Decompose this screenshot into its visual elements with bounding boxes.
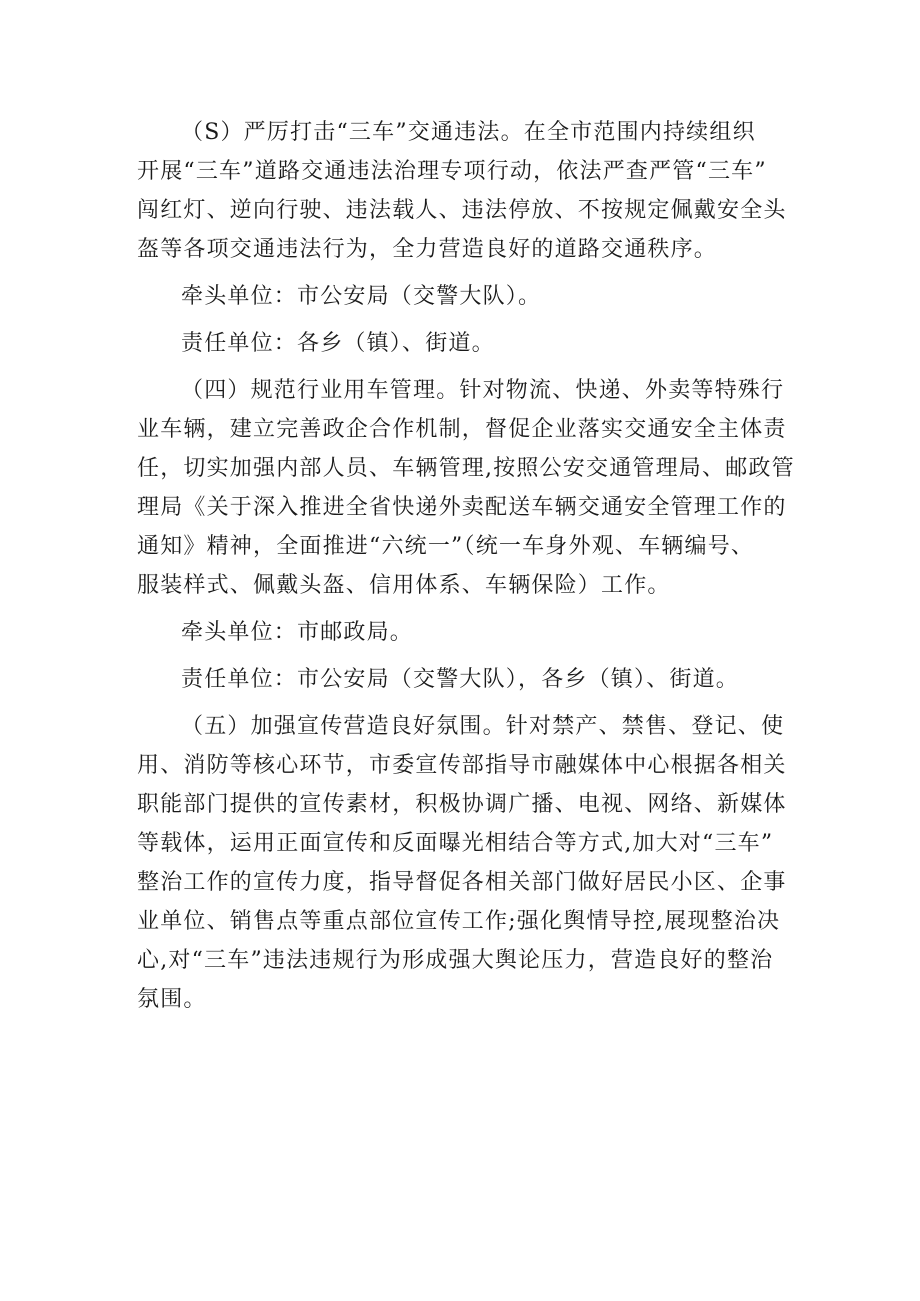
text-line: 职能部门提供的宣传素材，积极协调广播、电视、网络、新媒体 bbox=[137, 792, 787, 817]
section-3-lead-unit bbox=[137, 277, 797, 316]
text-line: （四）规范行业用车管理。针对物流、快递、外卖等特殊行 bbox=[181, 378, 785, 403]
section-5-paragraph bbox=[137, 707, 797, 1019]
responsible-unit-text: 责任单位：各乡（镇）、街道。 bbox=[181, 331, 495, 356]
text-line: 服装样式、佩戴头盔、信用体系、车辆保险）工作。 bbox=[137, 573, 671, 598]
text-line: 开展“三车”道路交通违法治理专项行动，依法严查严管“三车” bbox=[137, 159, 767, 184]
section-4-responsible-unit bbox=[137, 660, 797, 699]
text-line: 业单位、销售点等重点部位宣传工作;强化舆情导控,展现整治决 bbox=[137, 909, 781, 934]
text-line: 通知》精神，全面推进“六统一”（统一车身外观、车辆编号、 bbox=[137, 534, 755, 559]
text-line: 用、消防等核心环节，市委宣传部指导市融媒体中心根据各相关 bbox=[137, 753, 787, 778]
section-3 bbox=[137, 113, 797, 363]
text-line: （S）严厉打击“三车”交通违法。在全市范围内持续组织 bbox=[181, 120, 756, 145]
section-4-paragraph bbox=[137, 371, 797, 605]
lead-unit-text: 牵头单位：市公安局（交警大队）。 bbox=[181, 284, 542, 309]
section-4-lead-unit bbox=[137, 613, 797, 652]
responsible-unit-text: 责任单位：市公安局（交警大队），各乡（镇）、街道。 bbox=[181, 667, 740, 692]
text-line: 等载体，运用正面宣传和反面曝光相结合等方式,加大对“三车” bbox=[137, 831, 774, 856]
section-3-responsible-unit bbox=[137, 324, 797, 363]
section-5 bbox=[137, 707, 797, 1019]
text-line: 心,对“三车”违法违规行为形成强大舆论压力，营造良好的整治 bbox=[137, 948, 774, 973]
text-line: 盔等各项交通违法行为，全力营造良好的道路交通秩序。 bbox=[137, 237, 718, 262]
section-4 bbox=[137, 371, 797, 699]
text-line: 业车辆，建立完善政企合作机制，督促企业落实交通安全主体责 bbox=[137, 417, 787, 442]
text-line: 闯红灯、逆向行驶、违法载人、违法停放、不按规定佩戴安全头 bbox=[137, 198, 787, 223]
text-line: 整治工作的宣传力度，指导督促各相关部门做好居民小区、企事 bbox=[137, 870, 787, 895]
text-line: （五）加强宣传营造良好氛围。针对禁产、禁售、登记、使 bbox=[181, 714, 785, 739]
lead-unit-text: 牵头单位：市邮政局。 bbox=[181, 620, 414, 645]
section-3-paragraph bbox=[137, 113, 797, 269]
document-body bbox=[137, 113, 797, 1025]
text-line: 氛围。 bbox=[137, 987, 207, 1012]
text-line: 理局《关于深入推进全省快递外卖配送车辆交通安全管理工作的 bbox=[137, 495, 787, 520]
text-line: 任，切实加强内部人员、车辆管理,按照公安交通管理局、邮政管 bbox=[137, 456, 795, 481]
